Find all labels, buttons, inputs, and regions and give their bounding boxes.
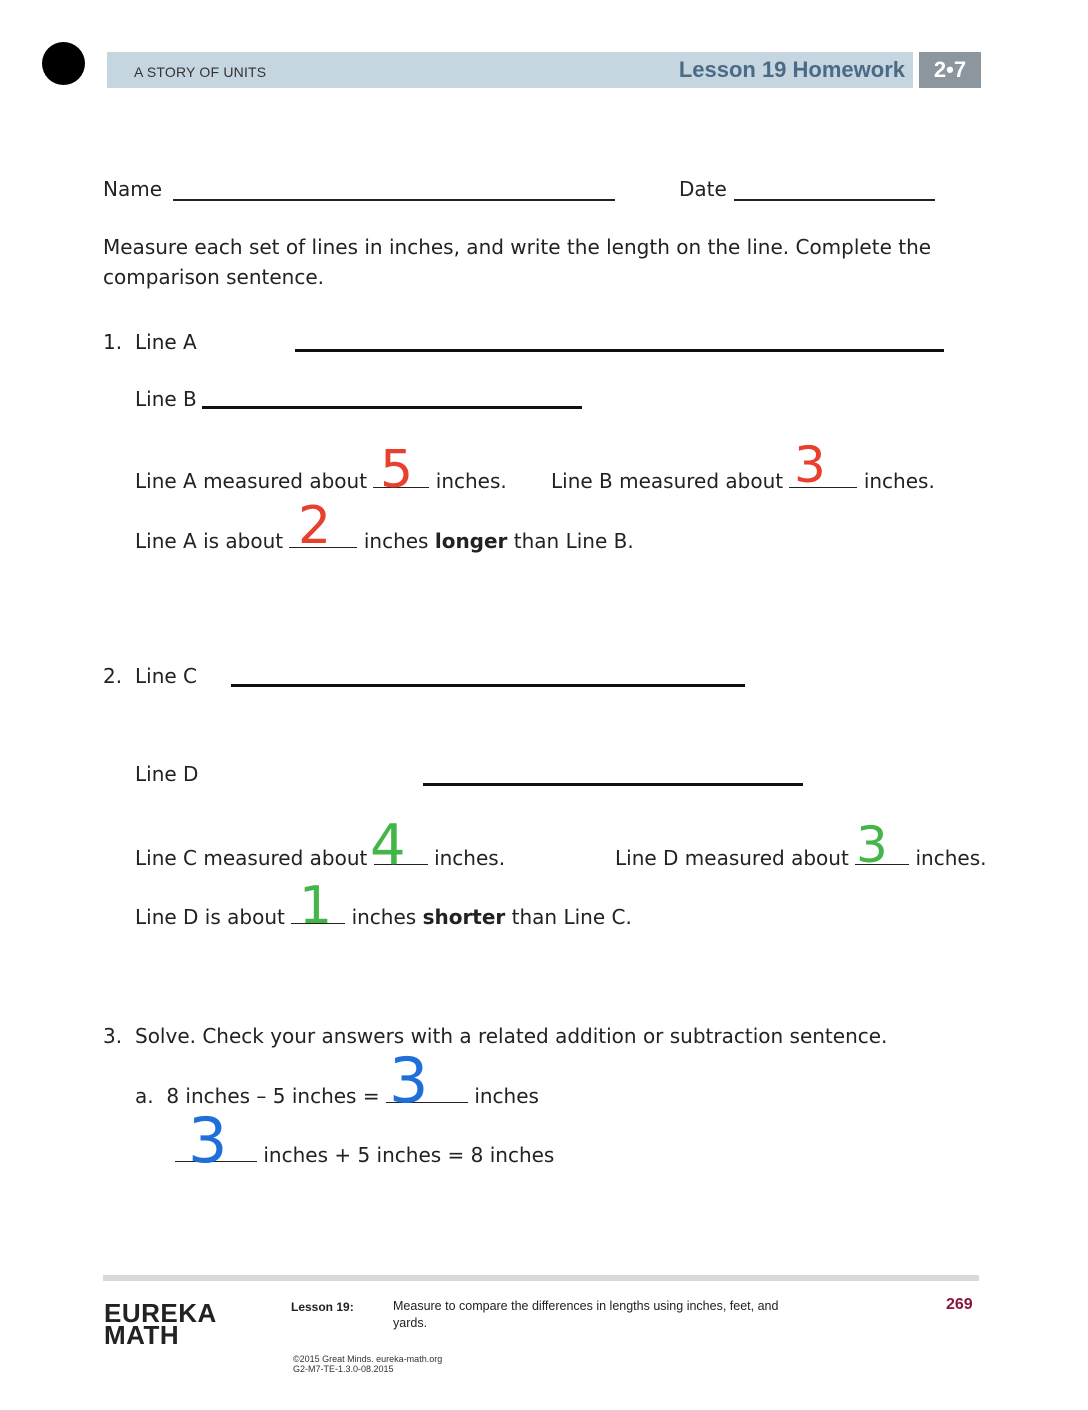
instructions: Measure each set of lines in inches, and write the length on the line. Complete the comparison sentence. <box>103 235 932 289</box>
problem3-prompt: Solve. Check your answers with a related addition or subtraction sentence. <box>135 1024 888 1048</box>
line-b-measure-sentence: Line B measured about inches. <box>551 469 935 493</box>
name-label: Name <box>103 177 163 201</box>
footer-lesson-label: Lesson 19: <box>291 1300 354 1314</box>
line-b-label: Line B <box>135 387 197 411</box>
line-b <box>202 406 582 409</box>
equation-1-answer: 3 <box>389 1044 429 1117</box>
lesson-title: Lesson 19 Homework <box>678 57 905 82</box>
problem2-compare-answer: 1 <box>299 876 333 936</box>
problem1-compare-answer: 2 <box>298 496 332 556</box>
problem2-compare-sentence: Line D is about inches shorter than Line C. <box>135 905 632 929</box>
name-field[interactable] <box>173 199 615 201</box>
line-b-answer: 3 <box>794 436 826 494</box>
footer-lesson-description: Measure to compare the differences in lengths using inches, feet, and yards. <box>393 1299 779 1330</box>
corner-dot <box>42 42 85 85</box>
line-a <box>295 349 944 352</box>
footer-copyright: ©2015 Great Minds. eureka-math.org G2-M7-TE-1.3.0-08.2015 <box>293 1354 443 1374</box>
problem1-compare-sentence: Line A is about inches longer than Line B. <box>135 529 634 553</box>
line-c-label: Line C <box>135 664 198 688</box>
line-c <box>231 684 745 687</box>
equation-2: inches + 5 inches = 8 inches <box>175 1143 554 1167</box>
date-label: Date <box>679 177 727 201</box>
grade-module-badge: 2•7 <box>919 52 981 88</box>
date-field[interactable] <box>734 199 935 201</box>
line-d-measure-sentence: Line D measured about inches. <box>615 846 987 870</box>
line-a-answer: 5 <box>380 440 414 500</box>
footer-rule <box>103 1275 979 1281</box>
line-d-label: Line D <box>135 762 199 786</box>
equation-2-answer: 3 <box>188 1104 228 1177</box>
line-a-label: Line A <box>135 330 197 354</box>
line-c-measure-sentence: Line C measured about inches. <box>135 846 506 870</box>
line-c-answer: 4 <box>370 813 406 878</box>
equation-1: a. 8 inches – 5 inches = inches <box>135 1084 539 1108</box>
eureka-math-logo: EUREKA MATH <box>104 1298 217 1350</box>
problem1-number: 1. <box>103 330 123 354</box>
series-title: A STORY OF UNITS <box>134 64 267 80</box>
problem2-number: 2. <box>103 664 123 688</box>
line-d <box>423 783 803 786</box>
problem3-number: 3. <box>103 1024 123 1048</box>
line-a-measure-sentence: Line A measured about inches. <box>135 469 507 493</box>
line-d-answer: 3 <box>856 816 888 874</box>
page-number: 269 <box>946 1296 973 1313</box>
